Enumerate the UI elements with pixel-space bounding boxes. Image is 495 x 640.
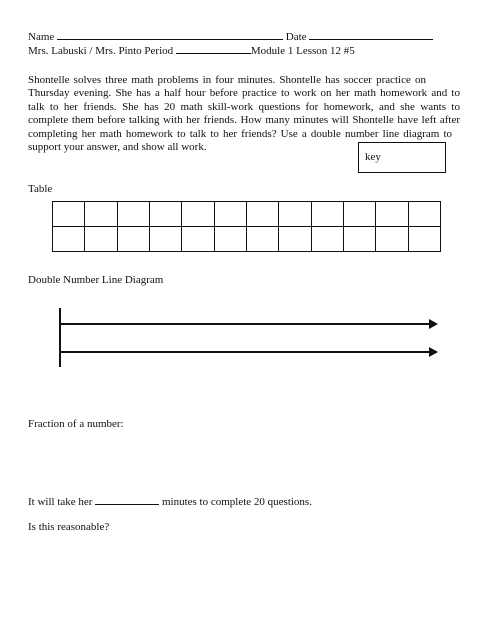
problem-line: complete them before talking with her friends. How many minutes will Shontelle have left after: [28, 114, 460, 127]
table-cell[interactable]: [376, 227, 408, 252]
module-lesson-label: Module 1 Lesson 12 #5: [250, 45, 355, 57]
table-row: [53, 227, 441, 252]
double-number-line-diagram[interactable]: [50, 305, 445, 370]
table-cell[interactable]: [279, 227, 311, 252]
problem-line: completing her math homework to talk to her friends? Use a double number line diagram to: [28, 127, 452, 140]
answer-line: [28, 495, 312, 509]
key-box[interactable]: [358, 142, 446, 173]
key-label: key: [365, 151, 381, 163]
table-cell[interactable]: [408, 202, 440, 227]
table-cell[interactable]: [214, 227, 246, 252]
double-number-line-label: Double Number Line Diagram: [28, 274, 164, 286]
table-cell[interactable]: [246, 202, 278, 227]
table-cell[interactable]: [311, 227, 343, 252]
table-cell[interactable]: [376, 202, 408, 227]
table-cell[interactable]: [246, 227, 278, 252]
table-cell[interactable]: [149, 202, 181, 227]
table-cell[interactable]: [182, 202, 214, 227]
table-cell[interactable]: [53, 227, 85, 252]
table-cell[interactable]: [182, 227, 214, 252]
table-cell[interactable]: [343, 202, 375, 227]
table-cell[interactable]: [214, 202, 246, 227]
fraction-label: Fraction of a number:: [28, 418, 124, 430]
problem-line: talk to her friends. She has 20 math skill-work questions for homework, and she wants to: [28, 100, 460, 113]
date-field[interactable]: [309, 30, 433, 40]
table-cell[interactable]: [408, 227, 440, 252]
arrow-right-icon: [429, 347, 438, 357]
table-label: Table: [28, 183, 53, 195]
answer-prefix: It will take her: [28, 496, 93, 508]
table-cell[interactable]: [343, 227, 375, 252]
table-cell[interactable]: [85, 202, 117, 227]
table-cell[interactable]: [149, 227, 181, 252]
date-label: Date: [285, 31, 307, 43]
table-cell[interactable]: [85, 227, 117, 252]
table-cell[interactable]: [53, 202, 85, 227]
period-field[interactable]: [176, 44, 251, 54]
reasonable-question: Is this reasonable?: [28, 521, 110, 533]
table-cell[interactable]: [117, 227, 149, 252]
table-cell[interactable]: [117, 202, 149, 227]
answer-suffix: minutes to complete 20 questions.: [161, 496, 312, 508]
problem-line: Thursday evening. She has a half hour before practice to work on her math homework and to: [28, 87, 460, 100]
teachers-label: Mrs. Labuski / Mrs. Pinto Period: [28, 45, 174, 57]
name-field[interactable]: [57, 30, 283, 40]
arrow-right-icon: [429, 319, 438, 329]
ratio-table[interactable]: [52, 201, 441, 252]
problem-line: Shontelle solves three math problems in four minutes. Shontelle has soccer practice on: [28, 74, 426, 86]
name-label: Name: [28, 31, 55, 43]
table-row: [53, 202, 441, 227]
answer-field[interactable]: [95, 495, 159, 505]
name-line: [28, 30, 433, 44]
problem-line: support your answer, and show all work.: [28, 141, 207, 154]
table-cell[interactable]: [311, 202, 343, 227]
table-cell[interactable]: [279, 202, 311, 227]
teacher-line: [28, 44, 355, 58]
